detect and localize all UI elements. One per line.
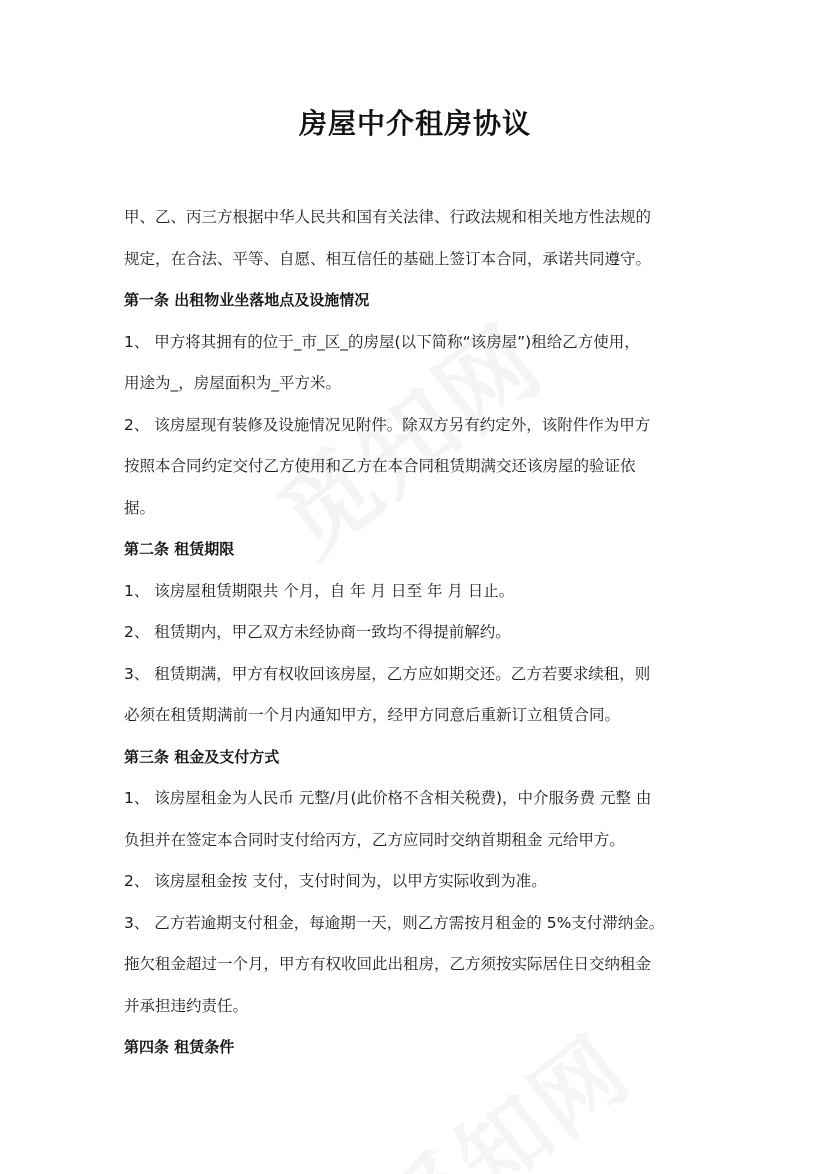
section-1-line-3: 2、 该房屋现有装修及设施情况见附件。除双方另有约定外，该附件作为甲方 — [124, 415, 651, 434]
intro-line-1: 甲、乙、丙三方根据中华人民共和国有关法律、行政法规和相关地方性法规的 — [124, 208, 652, 226]
section-1-heading: 第一条 出租物业坐落地点及设施情况 — [124, 291, 370, 309]
document-title: 房屋中介租房协议 — [298, 107, 531, 140]
section-3-heading: 第三条 租金及支付方式 — [124, 747, 280, 766]
section-3-line-1: 1、 该房屋租金为人民币 元整/月(此价格不含相关税费)，中介服务费 元整 由 — [124, 789, 652, 807]
section-3-line-6: 并承担违约责任。 — [124, 996, 249, 1015]
section-2-line-2: 2、 租赁期内，甲乙双方未经协商一致均不得提前解约。 — [124, 623, 511, 641]
section-2-heading: 第二条 租赁期限 — [124, 540, 235, 558]
section-3-line-3: 2、 该房屋租金按 支付，支付时间为，以甲方实际收到为准。 — [124, 872, 547, 890]
intro-line-2: 规定，在合法、平等、自愿、相互信任的基础上签订本合同，承诺共同遵守。 — [124, 249, 652, 268]
section-1-line-1: 1、 甲方将其拥有的位于_市_区_的房屋(以下简称“该房屋”)租给乙方使用， — [124, 332, 640, 351]
section-2-line-1: 1、 该房屋租赁期限共 个月，自 年 月 日至 年 月 日止。 — [124, 581, 515, 600]
section-2-line-4: 必须在租赁期满前一个月内通知甲方，经甲方同意后重新订立租赁合同。 — [124, 706, 621, 724]
section-3-line-5: 拖欠租金超过一个月，甲方有权收回此出租房，乙方须按实际居住日交纳租金 — [124, 955, 652, 973]
section-1-line-2: 用途为_，房屋面积为_平方米。 — [124, 374, 342, 392]
section-3-line-2: 负担并在签定本合同时支付给丙方，乙方应同时交纳首期租金 元给甲方。 — [124, 830, 625, 849]
section-1-line-4: 按照本合同约定交付乙方使用和乙方在本合同租赁期满交还该房屋的验证依 — [124, 457, 636, 475]
section-4-heading: 第四条 租赁条件 — [124, 1038, 235, 1056]
section-3-line-4: 3、 乙方若逾期支付租金，每逾期一天，则乙方需按月租金的 5%支付滞纳金。 — [124, 913, 665, 932]
document-body — [124, 197, 704, 1069]
section-1-line-5: 据。 — [124, 498, 156, 517]
section-2-line-3: 3、 租赁期满，甲方有权收回该房屋，乙方应如期交还。乙方若要求续租，则 — [124, 664, 651, 683]
